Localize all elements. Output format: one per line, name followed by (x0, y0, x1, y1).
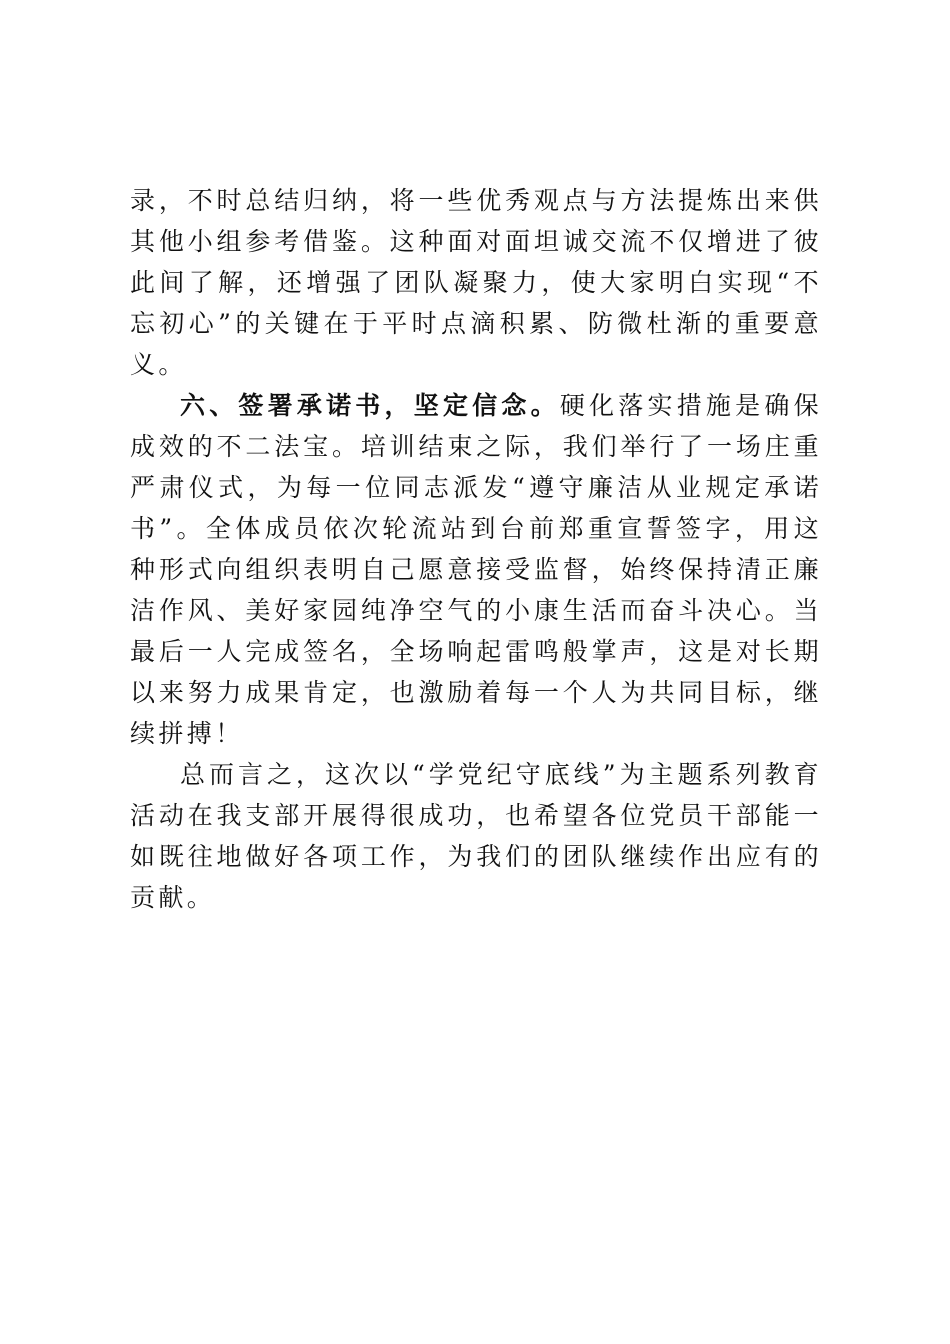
paragraph-text: 录，不时总结归纳，将一些优秀观点与方法提炼出来供其他小组参考借鉴。这种面对面坦诚交流不仅增进了彼此间了解，还增强了团队凝聚力，使大家明白实现“不忘初心”的关键在于平时点滴积累、防微杜渐的重要意义。 (130, 186, 822, 379)
paragraph-text: 总而言之，这次以“学党纪守底线”为主题系列教育活动在我支部开展得很成功，也希望各位党员干部能一如既往地做好各项工作，为我们的团队继续作出应有的贡献。 (130, 760, 822, 912)
section-heading: 六、签署承诺书，坚定信念。 (180, 391, 560, 420)
document-body (130, 180, 822, 918)
paragraph-conclusion (130, 754, 822, 918)
paragraph-continuation (130, 180, 822, 385)
paragraph-section-six (130, 385, 822, 754)
paragraph-text: 硬化落实措施是确保成效的不二法宝。培训结束之际，我们举行了一场庄重严肃仪式，为每一位同志派发“遵守廉洁从业规定承诺书”。全体成员依次轮流站到台前郑重宣誓签字，用这种形式向组织表明自己愿意接受监督，始终保持清正廉洁作风、美好家园纯净空气的小康生活而奋斗决心。当最后一人完成签名，全场响起雷鸣般掌声，这是对长期以来努力成果肯定，也激励着每一个人为共同目标，继续拼搏！ (130, 391, 822, 748)
